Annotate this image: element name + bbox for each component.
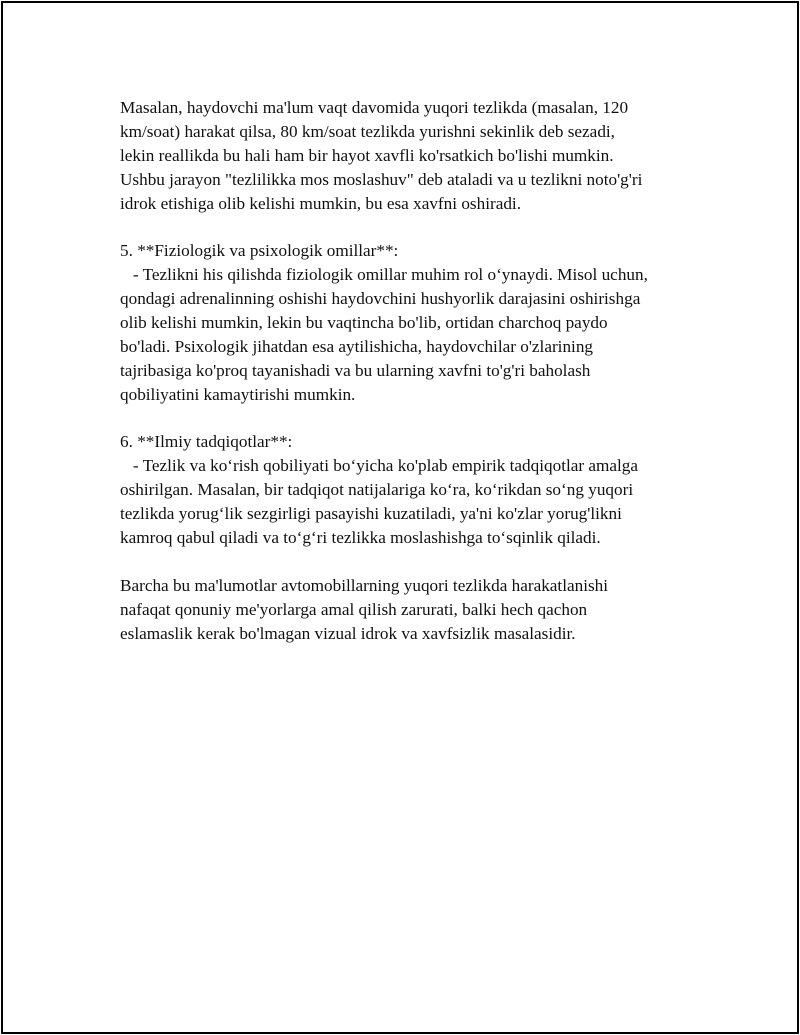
paragraph-conclusion (120, 574, 720, 646)
text-line: idrok etishiga olib kelishi mumkin, bu esa xavfni oshiradi. (120, 193, 521, 213)
text-line: kamroq qabul qiladi va to‘g‘ri tezlikka moslashishga to‘sqinlik qiladi. (120, 528, 601, 548)
text-line: km/soat) harakat qilsa, 80 km/soat tezlikda yurishni sekinlik deb sezadi, (120, 121, 615, 141)
text-line: olib kelishi mumkin, lekin bu vaqtincha bo'lib, ortidan charchoq paydo (120, 313, 608, 333)
section-heading: 5. **Fiziologik va psixologik omillar**: (120, 241, 399, 261)
paragraph-section-5 (120, 239, 720, 406)
text-line: - Tezlikni his qilishda fiziologik omillar muhim rol o‘ynaydi. Misol uchun, (120, 265, 648, 285)
text-line: Masalan, haydovchi ma'lum vaqt davomida yuqori tezlikda (masalan, 120 (120, 98, 629, 117)
text-line: Ushbu jarayon "tezlilikka mos moslashuv" deb ataladi va u tezlikni noto'g'ri (120, 169, 643, 189)
text-line: eslamaslik kerak bo'lmagan vizual idrok va xavfsizlik masalasidir. (120, 623, 576, 643)
text-line: qondagi adrenalinning oshishi haydovchini hushyorlik darajasini oshirishga (120, 289, 641, 309)
text-line: tezlikda yorug‘lik sezgirligi pasayishi kuzatiladi, ya'ni ko'zlar yorug'likni (120, 504, 622, 524)
paragraph-section-6 (120, 430, 720, 549)
text-line: nafaqat qonuniy me'yorlarga amal qilish zarurati, balki hech qachon (120, 599, 588, 619)
text-line: bo'ladi. Psixologik jihatdan esa aytilishicha, haydovchilar o'zlarining (120, 336, 594, 356)
paragraph-intro (120, 96, 720, 215)
text-line: lekin reallikda bu hali ham bir hayot xavfli ko'rsatkich bo'lishi mumkin. (120, 145, 614, 165)
page-frame (1, 1, 799, 1034)
text-line: oshirilgan. Masalan, bir tadqiqot natijalariga ko‘ra, ko‘rikdan so‘ng yuqori (120, 480, 634, 500)
text-line: qobiliyatini kamaytirishi mumkin. (120, 384, 356, 404)
text-line: tajribasiga ko'proq tayanishadi va bu ularning xavfni to'g'ri baholash (120, 360, 591, 380)
section-heading: 6. **Ilmiy tadqiqotlar**: (120, 432, 293, 452)
document-body (120, 96, 720, 645)
text-line: Barcha bu ma'lumotlar avtomobillarning yuqori tezlikda harakatlanishi (120, 575, 609, 595)
text-line: - Tezlik va ko‘rish qobiliyati bo‘yicha ko'plab empirik tadqiqotlar amalga (120, 456, 639, 476)
